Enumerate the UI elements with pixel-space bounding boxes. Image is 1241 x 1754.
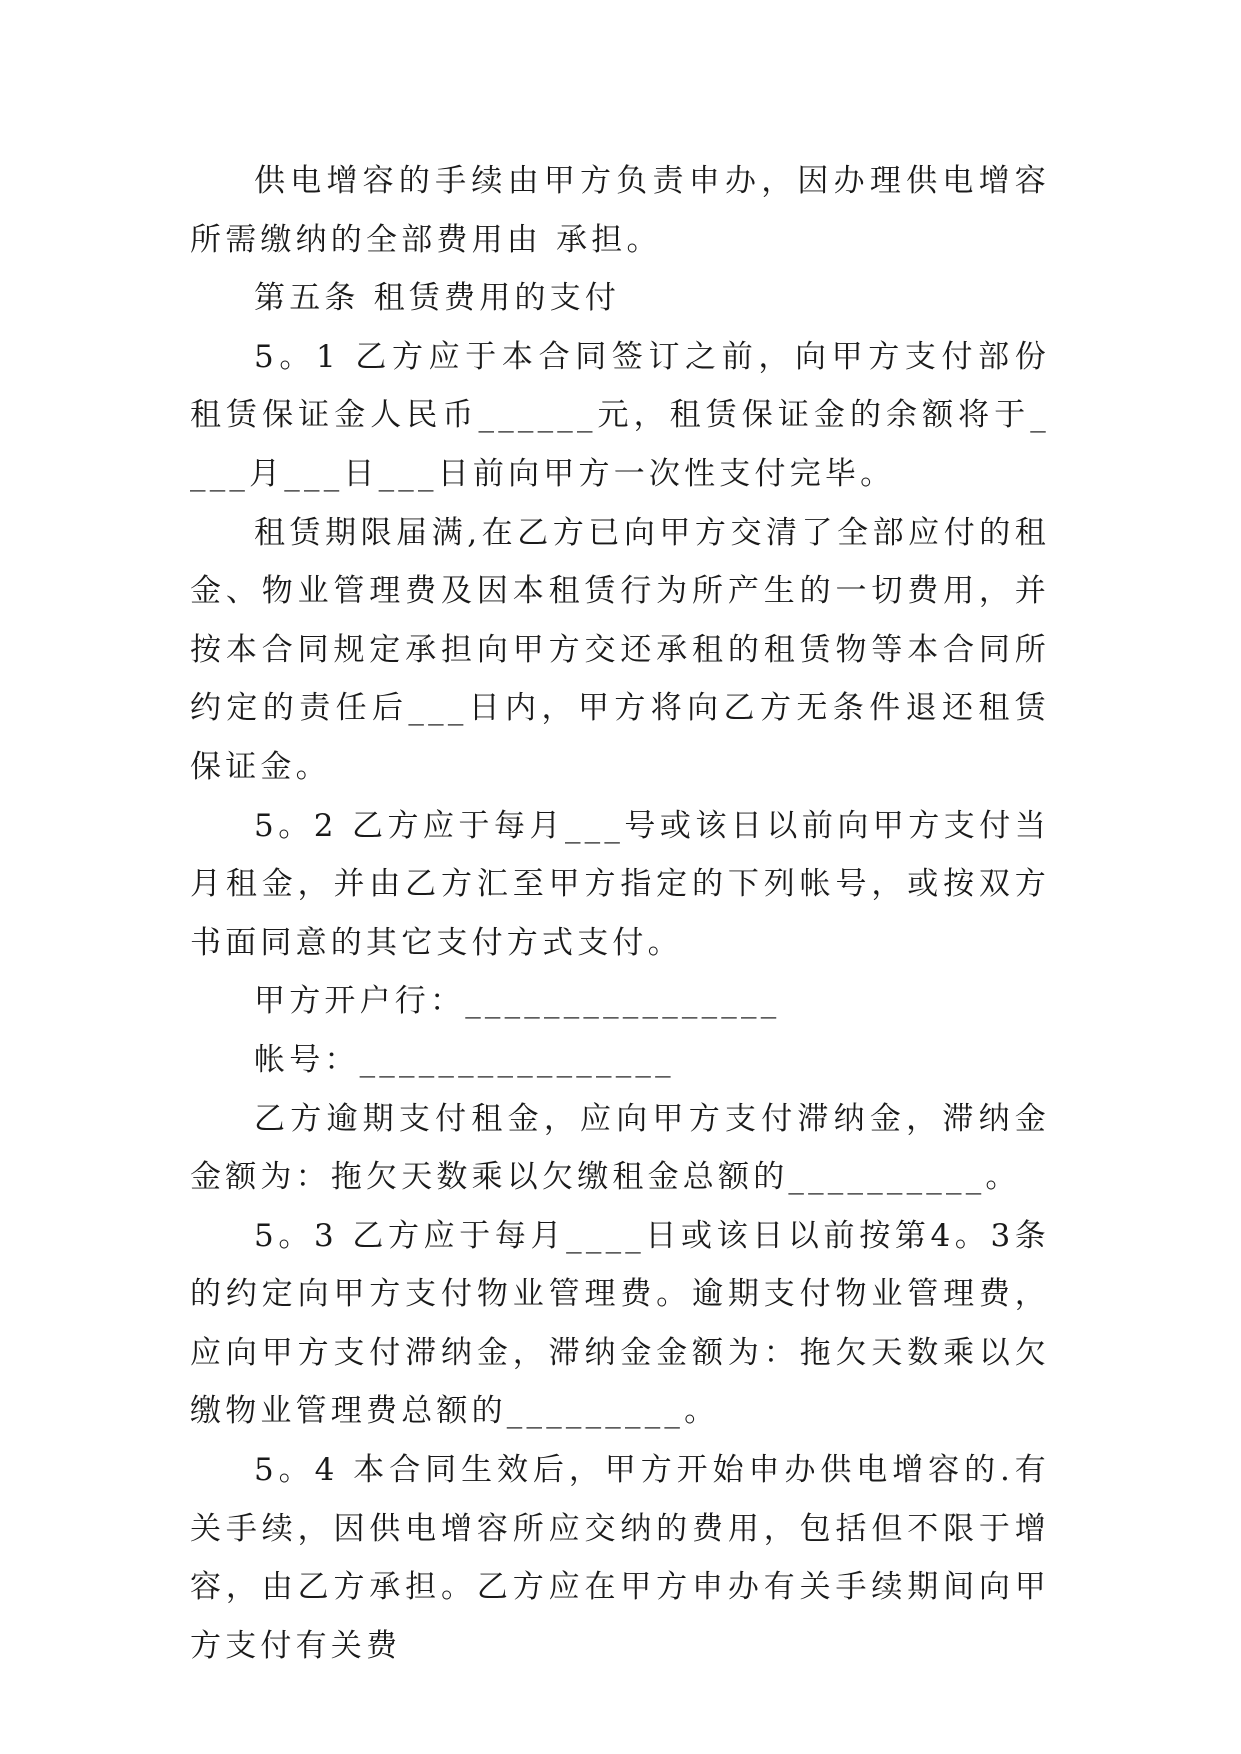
clause-5-1-deposit: 5。1 乙方应于本合同签订之前，向甲方支付部份租赁保证金人民币______元，租赁保证金的余额将于____月___日___日前向甲方一次性支付完毕。 [190, 338, 1050, 492]
bank-account-bank-line: 甲方开户行：________________ [254, 983, 781, 1020]
document-body [190, 152, 1050, 1675]
clause-5-3-management-fee: 5。3 乙方应于每月____日或该日以前按第4。3条的约定向甲方支付物业管理费。逾期支付物业管理费，应向甲方支付滞纳金，滞纳金金额为：拖欠天数乘以欠缴物业管理费总额的_________。 [190, 1217, 1050, 1430]
clause-5-4-power-capacity: 5。4 本合同生效后，甲方开始申办供电增容的.有关手续，因供电增容所应交纳的费用，包括但不限于增容，由乙方承担。乙方应在甲方申办有关手续期间向甲方支付有关费 [190, 1452, 1050, 1664]
clause-5-2-rent-payment: 5。2 乙方应于每月___号或该日以前向甲方支付当月租金，并由乙方汇至甲方指定的下列帐号，或按双方书面同意的其它支付方式支付。 [190, 807, 1050, 961]
paragraph-deposit-refund: 租赁期限届满,在乙方已向甲方交清了全部应付的租金、物业管理费及因本租赁行为所产生的一切费用，并按本合同规定承担向甲方交还承租的租赁物等本合同所约定的责任后___日内，甲方将向乙方无条件退还租赁保证金。 [190, 514, 1050, 785]
article-5-heading: 第五条 租赁费用的支付 [254, 280, 621, 317]
paragraph-rent-late-fee: 乙方逾期支付租金，应向甲方支付滞纳金，滞纳金金额为：拖欠天数乘以欠缴租金总额的__________。 [190, 1100, 1050, 1196]
paragraph-power-capacity-fees: 供电增容的手续由甲方负责申办，因办理供电增容所需缴纳的全部费用由 承担。 [190, 163, 1050, 258]
bank-account-number-line: 帐号：________________ [254, 1041, 675, 1078]
